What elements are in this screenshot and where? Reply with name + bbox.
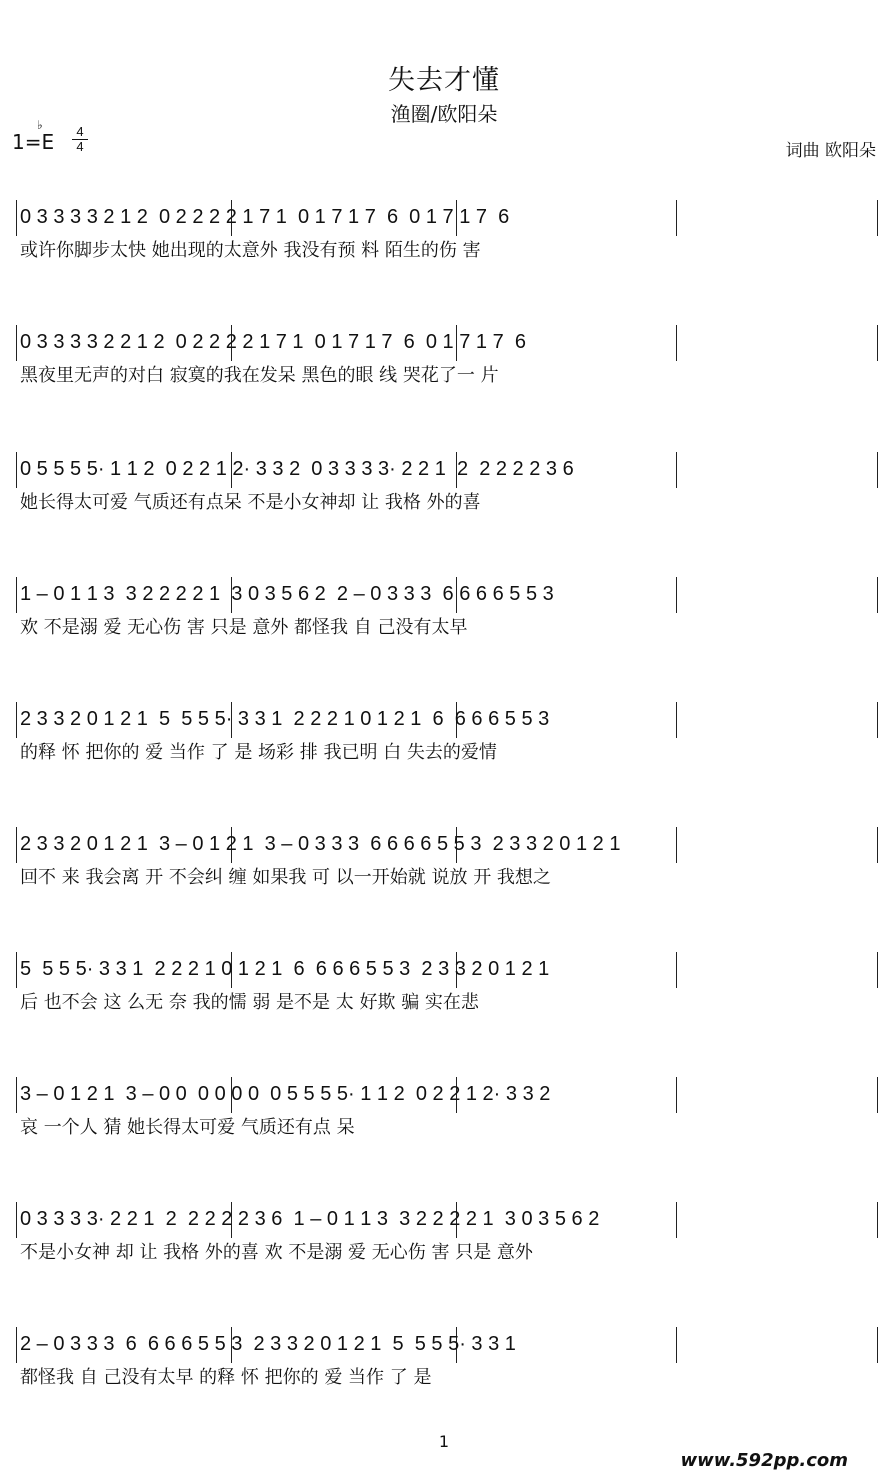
lyrics-line: 欢 不是溺 爱 无心伤 害 只是 意外 都怪我 自 己没有太早 (20, 617, 468, 638)
lyrics-line: 的释 怀 把你的 爱 当作 了 是 场彩 排 我已明 白 失去的爱情 (20, 742, 497, 763)
notation-line: 0 3 3 3 3 2 2 1 2 0 2 2 2 2 1 7 1 0 1 7 1 7 6 0 1 7 1 7 6 (20, 330, 526, 353)
notation-line: 1 – 0 1 1 3 3 2 2 2 2 1 3 0 3 5 6 2 2 – 0 3 3 3 6 6 6 6 5 5 3 (20, 582, 554, 605)
bar-line (16, 1202, 17, 1238)
bar-line (16, 827, 17, 863)
bar-line (16, 452, 17, 488)
bar-line (877, 577, 878, 613)
bar-line (16, 702, 17, 738)
bar-line (877, 1327, 878, 1363)
composer-credit: 词曲 欧阳朵 (785, 141, 876, 161)
site-watermark: www.592pp.com (680, 1450, 848, 1471)
bar-line (16, 1327, 17, 1363)
score-system (16, 827, 878, 907)
page-number: 1 (438, 1432, 450, 1451)
key-prefix: 1= (12, 130, 42, 154)
bar-line (16, 200, 17, 236)
bar-line (877, 702, 878, 738)
score-system (16, 325, 878, 405)
score-system (16, 200, 878, 280)
bar-line (877, 952, 878, 988)
key-signature (12, 118, 55, 154)
notation-line: 5 5 5 5· 3 3 1 2 2 2 1 0 1 2 1 6 6 6 6 5 5 3 2 3 3 2 0 1 2 1 (20, 957, 550, 980)
lyrics-line: 后 也不会 这 么无 奈 我的懦 弱 是不是 太 好欺 骗 实在悲 (20, 992, 479, 1013)
song-subtitle: 渔圈/欧阳朵 (390, 102, 498, 126)
notation-line: 0 3 3 3 3 2 1 2 0 2 2 2 2 1 7 1 0 1 7 1 7 6 0 1 7 1 7 6 (20, 205, 510, 228)
notation-line: 2 3 3 2 0 1 2 1 3 – 0 1 2 1 3 – 0 3 3 3 6 6 6 6 5 5 3 2 3 3 2 0 1 2 1 (20, 832, 621, 855)
time-top: 4 (72, 125, 88, 140)
notation-line: 0 5 5 5 5· 1 1 2 0 2 2 1 2· 3 3 2 0 3 3 3 3· 2 2 1 2 2 2 2 2 3 6 (20, 457, 574, 480)
lyrics-line: 哀 一个人 猜 她长得太可爱 气质还有点 呆 (20, 1117, 355, 1138)
bar-line (877, 200, 878, 236)
lyrics-line: 或许你脚步太快 她出现的太意外 我没有预 料 陌生的伤 害 (20, 240, 481, 261)
score-system (16, 702, 878, 782)
score-system (16, 1077, 878, 1157)
time-bottom: 4 (76, 139, 84, 154)
bar-line (877, 1202, 878, 1238)
key-note: E (41, 130, 55, 154)
bar-line (16, 1077, 17, 1113)
score-system (16, 952, 878, 1032)
lyrics-line: 都怪我 自 己没有太早 的释 怀 把你的 爱 当作 了 是 (20, 1367, 432, 1388)
song-title: 失去才懂 (388, 65, 500, 96)
bar-line (877, 452, 878, 488)
bar-line (16, 325, 17, 361)
bar-line (877, 827, 878, 863)
notation-line: 0 3 3 3 3· 2 2 1 2 2 2 2 2 3 6 1 – 0 1 1 3 3 2 2 2 2 1 3 0 3 5 6 2 (20, 1207, 600, 1230)
score-system (16, 452, 878, 532)
lyrics-line: 黑夜里无声的对白 寂寞的我在发呆 黑色的眼 线 哭花了一 片 (20, 365, 499, 386)
bar-line (877, 1077, 878, 1113)
score-system (16, 577, 878, 657)
bar-line (877, 325, 878, 361)
bar-line (16, 952, 17, 988)
lyrics-line: 不是小女神 却 让 我格 外的喜 欢 不是溺 爱 无心伤 害 只是 意外 (20, 1242, 533, 1263)
score-system (16, 1327, 878, 1407)
score-system (16, 1202, 878, 1282)
notation-line: 3 – 0 1 2 1 3 – 0 0 0 0 0 0 0 5 5 5 5· 1 1 2 0 2 2 1 2· 3 3 2 (20, 1082, 551, 1105)
notation-line: 2 – 0 3 3 3 6 6 6 6 5 5 3 2 3 3 2 0 1 2 1 5 5 5 5· 3 3 1 (20, 1332, 516, 1355)
lyrics-line: 回不 来 我会离 开 不会纠 缠 如果我 可 以一开始就 说放 开 我想之 (20, 867, 551, 888)
lyrics-line: 她长得太可爱 气质还有点呆 不是小女神却 让 我格 外的喜 (20, 492, 481, 513)
notation-line: 2 3 3 2 0 1 2 1 5 5 5 5· 3 3 1 2 2 2 1 0 1 2 1 6 6 6 6 5 5 3 (20, 707, 550, 730)
bar-line (16, 577, 17, 613)
flat-sign: ♭ (37, 118, 43, 132)
time-signature (72, 125, 88, 154)
